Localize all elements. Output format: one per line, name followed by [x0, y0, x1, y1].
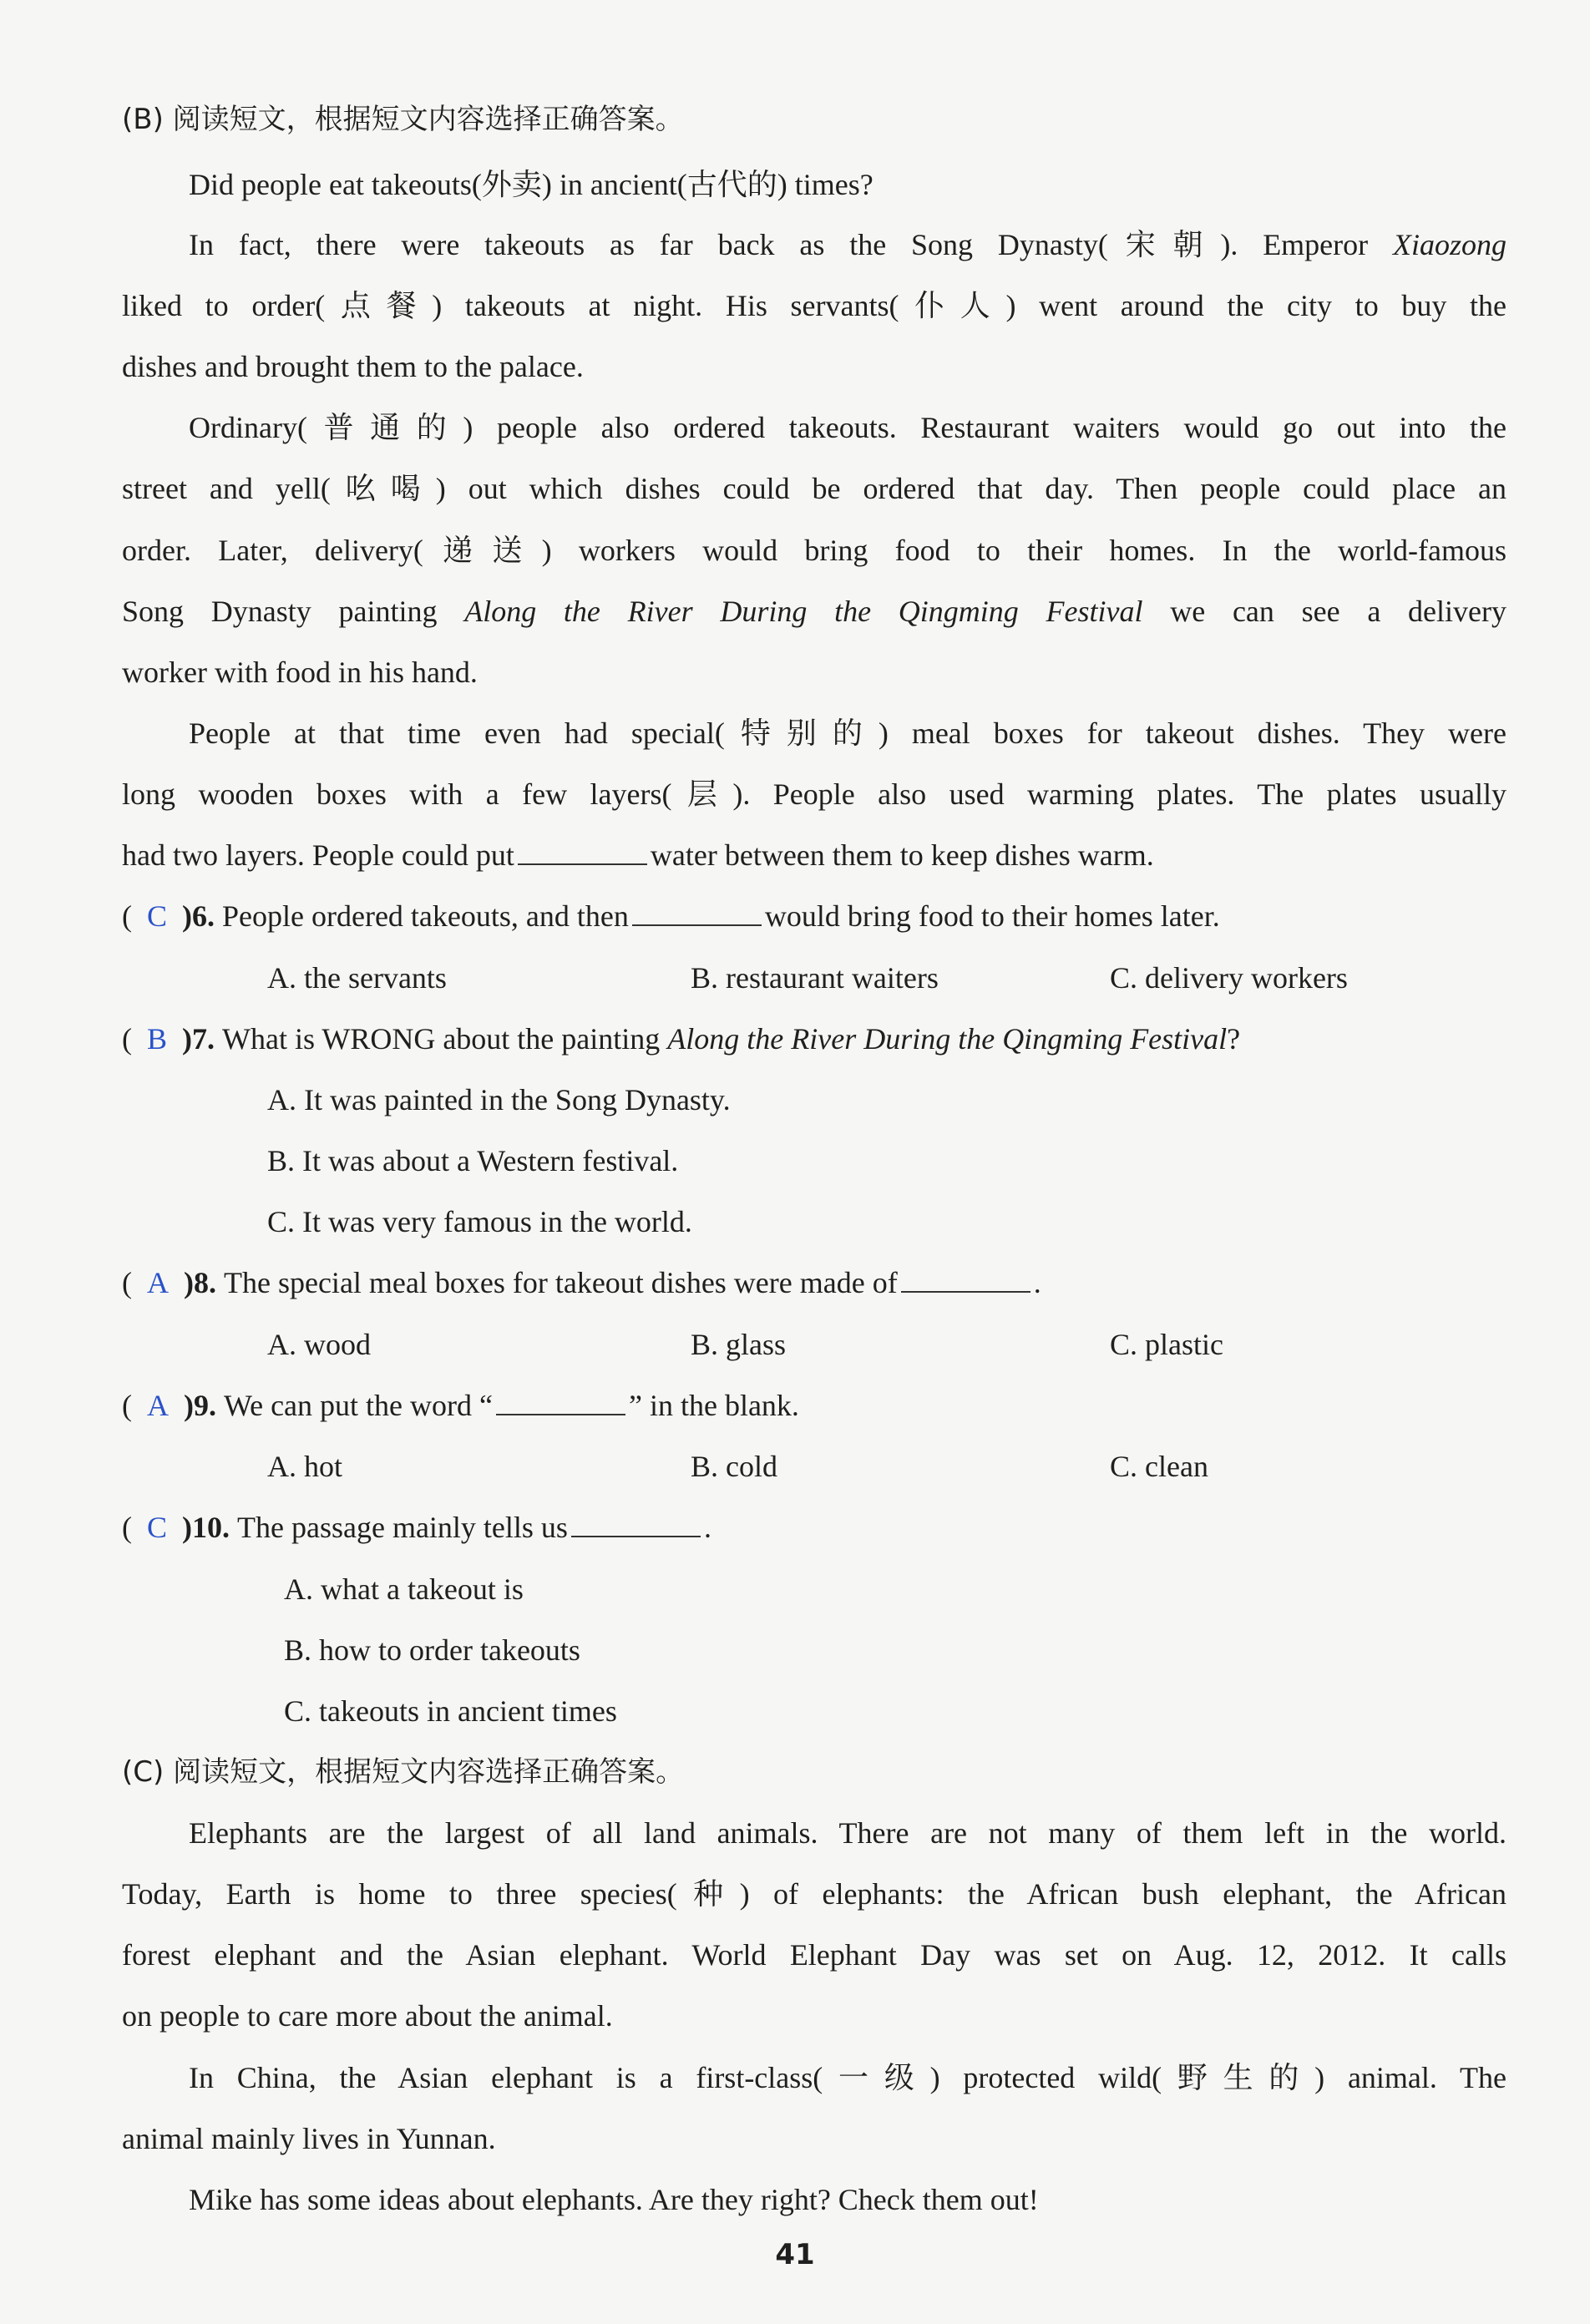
q10-option-b: B. how to order takeouts	[284, 1633, 580, 1667]
question-10: ( C )10. The passage mainly tells us .	[122, 1511, 711, 1544]
passage-b-p3-line1: People at that time even had special(特别的) meal boxes for takeout dishes. They were	[189, 716, 1506, 750]
q7-option-c: C. It was very famous in the world.	[267, 1205, 692, 1238]
page-number: 41	[775, 2238, 815, 2271]
question-7: ( B )7. What is WRONG about the painting Along the River During the Qingming Festival?	[122, 1022, 1241, 1056]
question-8: ( A )8. The special meal boxes for takeout dishes were made of .	[122, 1266, 1041, 1299]
passage-b-p3-line3: had two layers. People could put water between them to keep dishes warm.	[122, 838, 1154, 872]
passage-b-p2-line5: worker with food in his hand.	[122, 656, 478, 689]
answer-9: A	[147, 1389, 169, 1422]
passage-b-p1-line2: liked to order(点餐) takeouts at night. His servants(仆人) went around the city to buy the	[122, 289, 1506, 322]
fill-blank	[518, 838, 647, 865]
answer-8: A	[147, 1266, 169, 1299]
passage-c-p2-line1: In China, the Asian elephant is a first-class(一级) protected wild(野生的) animal. The	[189, 2061, 1506, 2094]
section-c-heading: (C) 阅读短文，根据短文内容选择正确答案。	[122, 1755, 685, 1789]
passage-b-p2-line4: Song Dynasty painting Along the River During the Qingming Festival we can see a delivery	[122, 595, 1506, 628]
q8-option-a: A. wood	[267, 1328, 371, 1361]
q7-option-a: A. It was painted in the Song Dynasty.	[267, 1083, 731, 1116]
question-9: ( A )9. We can put the word “ ” in the blank.	[122, 1389, 799, 1422]
answer-6: C	[147, 899, 168, 933]
passage-c-p3: Mike has some ideas about elephants. Are they right? Check them out!	[189, 2183, 1039, 2216]
answer-blank	[632, 899, 762, 926]
answer-blank	[571, 1511, 701, 1537]
q6-option-b: B. restaurant waiters	[691, 961, 939, 995]
q6-option-a: A. the servants	[267, 961, 447, 995]
passage-b-p2-line1: Ordinary(普通的) people also ordered takeouts. Restaurant waiters would go out into the	[189, 411, 1506, 444]
passage-c-p1-line3: forest elephant and the Asian elephant. World Elephant Day was set on Aug. 12, 2012. It calls	[122, 1938, 1506, 1972]
passage-b-p1-line1: In fact, there were takeouts as far back as the Song Dynasty(宋朝). Emperor Xiaozong	[189, 228, 1506, 261]
passage-c-p1-line1: Elephants are the largest of all land animals. There are not many of them left in the world.	[189, 1816, 1506, 1850]
q9-option-b: B. cold	[691, 1450, 777, 1483]
q8-option-b: B. glass	[691, 1328, 787, 1361]
q10-option-a: A. what a takeout is	[284, 1572, 524, 1606]
answer-10: C	[147, 1511, 168, 1544]
passage-c-p2-line2: animal mainly lives in Yunnan.	[122, 2122, 496, 2155]
passage-b-p2-line3: order. Later, delivery(递送) workers would bring food to their homes. In the world-famous	[122, 534, 1506, 567]
q9-option-c: C. clean	[1110, 1450, 1208, 1483]
question-6: ( C )6. People ordered takeouts, and then would bring food to their homes later.	[122, 899, 1220, 933]
passage-b-p3-line2: long wooden boxes with a few layers(层). People also used warming plates. The plates usually	[122, 777, 1506, 811]
q8-option-c: C. plastic	[1110, 1328, 1223, 1361]
q6-option-c: C. delivery workers	[1110, 961, 1348, 995]
passage-c-p1-line2: Today, Earth is home to three species(种) of elephants: the African bush elephant, the African	[122, 1877, 1506, 1911]
answer-7: B	[147, 1022, 168, 1056]
q9-option-a: A. hot	[267, 1450, 342, 1483]
passage-title: Did people eat takeouts(外卖) in ancient(古代的) times?	[189, 168, 873, 201]
passage-c-p1-line4: on people to care more about the animal.	[122, 1999, 613, 2033]
q10-option-c: C. takeouts in ancient times	[284, 1694, 617, 1728]
answer-blank	[901, 1266, 1030, 1293]
passage-b-p2-line2: street and yell(吆喝) out which dishes could be ordered that day. Then people could place an	[122, 472, 1506, 505]
q7-option-b: B. It was about a Western festival.	[267, 1144, 679, 1177]
section-b-heading: (B) 阅读短文，根据短文内容选择正确答案。	[122, 103, 684, 136]
answer-blank	[496, 1389, 625, 1415]
passage-b-p1-line3: dishes and brought them to the palace.	[122, 350, 584, 383]
